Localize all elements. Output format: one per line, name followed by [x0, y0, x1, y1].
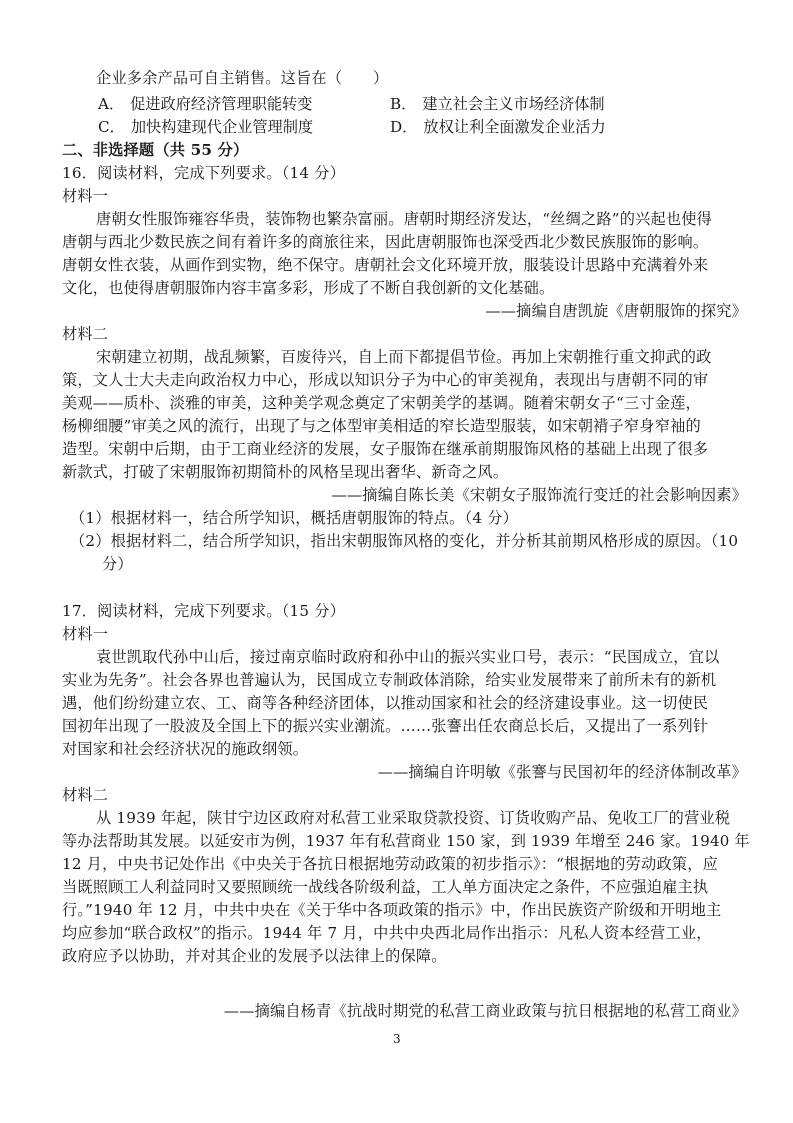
paragraph-line: 唐朝女性服饰雍容华贵，装饰物也繁杂富丽。唐朝时期经济发达，“丝绸之路”的兴起也使得 — [96, 210, 713, 228]
paragraph-line: 政府应予以协助，并对其企业的发展予以法律上的保障。 — [62, 947, 447, 965]
q17-material2-label: 材料二 — [62, 786, 109, 804]
source-citation: ——摘编自许明敏《张謇与民国初年的经济体制改革》 — [377, 763, 747, 781]
paragraph-line: 新款式，打破了宋朝服饰初期简朴的风格呈现出奢华、新奇之风。 — [62, 463, 509, 481]
option-c — [98, 116, 313, 138]
paragraph-line: 当既照顾工人利益同时又要照顾统一战线各阶级利益，工人单方面决定之条件，不应强迫雇主执 — [62, 878, 709, 896]
option-text: 放权让利全面激发企业活力 — [423, 118, 606, 136]
paragraph-line: 行。”1940 年 12 月，中共中央在《关于华中各项政策的指示》中，作出民族资产阶级和开明地主 — [62, 901, 722, 919]
section-title: 二、非选择题（共 55 分） — [62, 141, 249, 159]
q16-sub-question-2: （2）根据材料二，结合所学知识，指出宋朝服饰风格的变化，并分析其前期风格形成的原因。（10 — [70, 532, 739, 550]
option-letter: B． — [390, 95, 417, 113]
paragraph-line: 文化，也使得唐朝服饰内容丰富多彩，形成了不断自我创新的文化基础。 — [62, 279, 555, 297]
question-stem: 企业多余产品可自主销售。这旨在（ ） — [96, 69, 389, 87]
paragraph-line: 唐朝与西北少数民族之间有着许多的商旅往来，因此唐朝服饰也深受西北少数民族服饰的影响。 — [62, 233, 709, 251]
paragraph-line: 从 1939 年起，陕甘宁边区政府对私营工业采取贷款投资、订货收购产品、免收工厂的营业税 — [96, 809, 731, 827]
paragraph-line: 实业为先务”。社会各界也普遍认为，民国成立专制政体消除，给实业发展带来了前所未有的新机 — [62, 671, 717, 689]
q17-material1-label: 材料一 — [62, 625, 109, 643]
q16-material2-label: 材料二 — [62, 325, 109, 343]
paragraph-line: 杨柳细腰”审美之风的流行，出现了与之体型审美相适的窄长造型服装，如宋朝褙子窄身窄袖的 — [62, 417, 701, 435]
paragraph-line: 宋朝建立初期，战乱频繁，百废待兴，自上而下都提倡节俭。再加上宋朝推行重文抑武的政 — [96, 348, 712, 366]
paragraph-line: 国初年出现了一股波及全国上下的振兴实业潮流。……张謇出任农商总长后，又提出了一系列针 — [62, 717, 709, 735]
source-citation: ——摘编自杨青《抗战时期党的私营工商业政策与抗日根据地的私营工商业》 — [223, 1002, 747, 1020]
option-letter: A． — [98, 95, 125, 113]
q16-sub-question-1: （1）根据材料一，结合所学知识，概括唐朝服饰的特点。（4 分） — [70, 509, 519, 527]
paragraph-line: 对国家和社会经济状况的施政纲领。 — [62, 740, 309, 758]
option-text: 加快构建现代企业管理制度 — [130, 118, 314, 136]
option-letter: D． — [390, 118, 418, 136]
paragraph-line: 造型。宋朝中后期，由于工商业经济的发展，女子服饰在继承前期服饰风格的基础上出现了很多 — [62, 440, 709, 458]
source-citation: ——摘编自陈长美《宋朝女子服饰流行变迁的社会影响因素》 — [331, 486, 747, 504]
q16-title: 16．阅读材料，完成下列要求。（14 分） — [62, 164, 346, 182]
option-text: 建立社会主义市场经济体制 — [422, 95, 605, 113]
q16-material1-label: 材料一 — [62, 187, 109, 205]
paragraph-line: 等办法帮助其发展。以延安市为例，1937 年有私营商业 150 家，到 1939 年增至 246 家。1940 年 — [62, 832, 750, 850]
paragraph-line: 遇，他们纷纷建立农、工、商等各种经济团体，以推动国家和社会的经济建设事业。这一切使民 — [62, 694, 709, 712]
option-d — [390, 116, 606, 138]
paragraph-line: 袁世凯取代孙中山后，接过南京临时政府和孙中山的振兴实业口号，表示：“民国成立，宜以 — [96, 648, 720, 666]
paragraph-line: 策，文人士大夫走向政治权力中心，形成以知识分子为中心的审美视角，表现出与唐朝不同的审 — [62, 371, 709, 389]
option-letter: C． — [98, 118, 125, 136]
option-text: 促进政府经济管理职能转变 — [130, 95, 313, 113]
page-number: 3 — [393, 1032, 401, 1046]
paragraph-line: 均应参加“联合政权”的指示。1944 年 7 月，中共中央西北局作出指示：凡私人资本经营工业， — [62, 924, 712, 942]
q17-title: 17．阅读材料，完成下列要求。（15 分） — [62, 602, 346, 620]
paragraph-line: 美观——质朴、淡雅的审美，这种美学观念奠定了宋朝美学的基调。随着宋朝女子“三寸金莲， — [62, 394, 701, 412]
source-citation: ——摘编自唐凯旋《唐朝服饰的探究》 — [485, 302, 747, 320]
paragraph-line: 12 月，中央书记处作出《中央关于各抗日根据地劳动政策的初步指示》：“根据地的劳动政策，应 — [62, 855, 719, 873]
option-a — [98, 93, 312, 115]
option-b — [390, 93, 605, 115]
q16-sub-question-2-cont: 分） — [102, 555, 133, 573]
paragraph-line: 唐朝女性衣装，从画作到实物，绝不保守。唐朝社会文化环境开放，服装设计思路中充满着外来 — [62, 256, 709, 274]
